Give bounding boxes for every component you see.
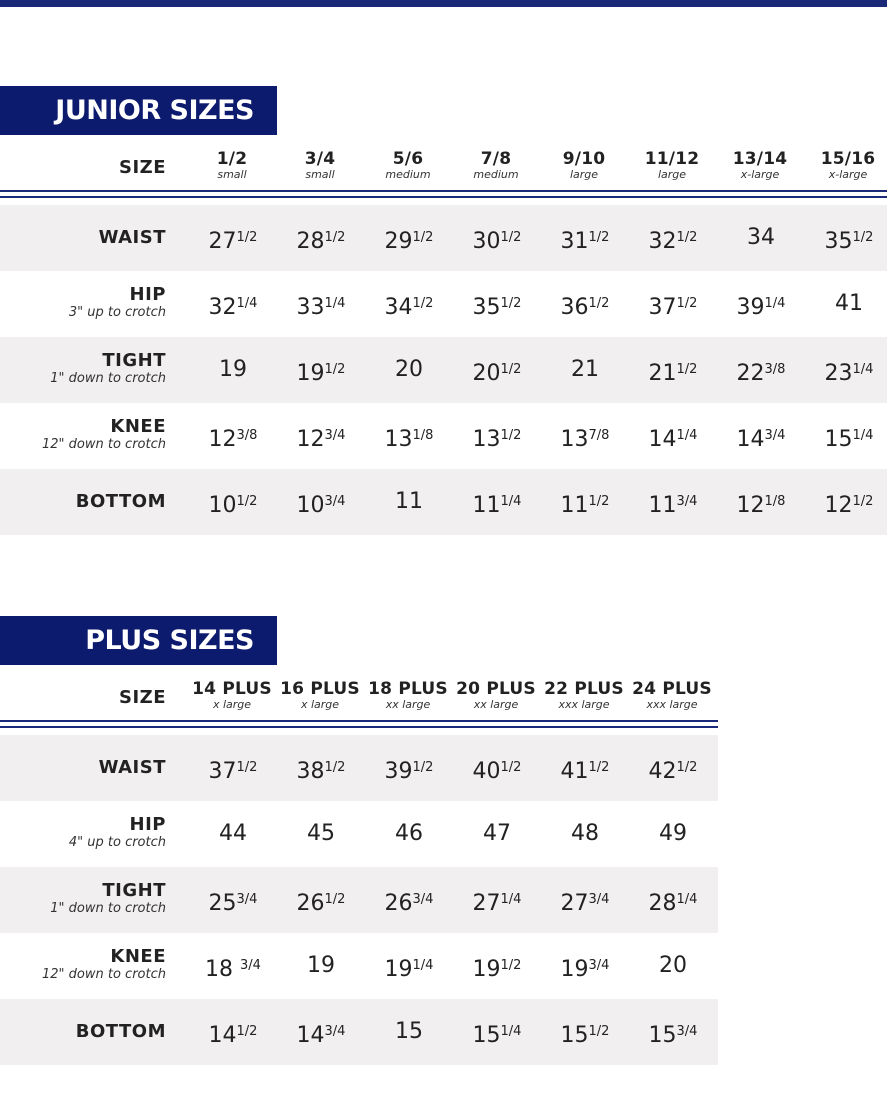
row-name: BOTTOM	[75, 491, 166, 512]
measurement-row-knee	[0, 403, 887, 469]
row-name: KNEE	[110, 946, 166, 967]
value-whole: 11	[472, 493, 501, 518]
value-whole: 25	[208, 891, 237, 916]
value-whole: 49	[659, 821, 687, 846]
measurement-value	[189, 403, 277, 469]
row-note: 4" up to crotch	[68, 835, 166, 850]
size-code: 20 PLUS	[456, 679, 536, 699]
measurement-value	[541, 271, 629, 337]
value-whole: 20	[395, 357, 423, 382]
measurement-value	[453, 735, 541, 801]
measurement-value	[541, 735, 629, 801]
measurement-value	[189, 867, 277, 933]
row-name: WAIST	[98, 227, 166, 248]
value-whole: 29	[384, 229, 413, 254]
value-fraction: 1/4	[500, 494, 522, 509]
measurement-value	[717, 205, 805, 271]
measurement-value	[277, 271, 365, 337]
measurement-value	[277, 205, 365, 271]
value-whole: 21	[648, 361, 677, 386]
size-header-label: SIZE	[118, 157, 166, 178]
value-fraction: 7/8	[588, 428, 610, 443]
row-name: BOTTOM	[75, 1021, 166, 1042]
value-fraction: 1/4	[676, 428, 698, 443]
row-name: HIP	[129, 814, 166, 835]
value-whole: 19	[384, 957, 413, 982]
measurement-value	[365, 867, 453, 933]
plus-sizes-title: PLUS SIZES	[0, 616, 277, 665]
measurement-value	[277, 867, 365, 933]
measurement-row-knee	[0, 933, 718, 999]
size-code: 24 PLUS	[632, 679, 712, 699]
size-column-header	[452, 150, 540, 181]
size-code: 15/16	[820, 149, 876, 169]
size-description: x-large	[740, 168, 780, 181]
value-fraction: 1/2	[500, 958, 522, 973]
value-whole: 37	[648, 295, 677, 320]
value-whole: 33	[296, 295, 325, 320]
size-column-header	[716, 150, 804, 181]
value-fraction: 1/4	[412, 958, 434, 973]
value-fraction: 1/2	[236, 494, 258, 509]
size-code: 1/2	[216, 149, 248, 169]
junior-sizes-title: JUNIOR SIZES	[0, 86, 277, 135]
measurement-value	[805, 469, 887, 535]
measurement-value	[365, 735, 453, 801]
value-whole: 27	[472, 891, 501, 916]
value-fraction: 1/2	[676, 230, 698, 245]
size-column-header	[804, 150, 887, 181]
value-whole: 31	[560, 229, 589, 254]
value-whole: 30	[472, 229, 501, 254]
row-label	[0, 403, 166, 469]
measurement-value	[277, 469, 365, 535]
value-fraction: 1/2	[500, 760, 522, 775]
value-fraction: 1/2	[324, 892, 346, 907]
measurement-value	[629, 933, 717, 999]
value-whole: 32	[648, 229, 677, 254]
measurement-value	[189, 205, 277, 271]
measurement-value	[365, 403, 453, 469]
value-fraction: 3/4	[240, 958, 261, 973]
value-whole: 15	[560, 1023, 589, 1048]
measurement-row-bottom	[0, 469, 887, 535]
measurement-value	[189, 337, 277, 403]
size-description: xx large	[473, 698, 519, 711]
size-description: x large	[300, 698, 340, 711]
value-whole: 19	[307, 953, 335, 978]
value-whole: 35	[472, 295, 501, 320]
value-fraction: 1/4	[764, 296, 786, 311]
value-whole: 26	[296, 891, 325, 916]
size-description: xxx large	[646, 698, 698, 711]
value-fraction: 1/4	[676, 892, 698, 907]
measurement-value	[541, 801, 629, 867]
value-whole: 14	[736, 427, 765, 452]
header-divider	[0, 190, 887, 198]
value-whole: 11	[395, 489, 423, 514]
measurement-row-waist	[0, 735, 718, 801]
measurement-row-bottom	[0, 999, 718, 1065]
row-name: KNEE	[110, 416, 166, 437]
size-code: 14 PLUS	[192, 679, 272, 699]
value-whole: 41	[835, 291, 863, 316]
size-column-header	[276, 680, 364, 711]
row-label	[0, 867, 166, 933]
value-whole: 36	[560, 295, 589, 320]
row-note: 1" down to crotch	[50, 901, 166, 916]
measurement-value	[365, 999, 453, 1065]
value-fraction: 3/4	[764, 428, 786, 443]
row-label	[0, 337, 166, 403]
measurement-row-hip	[0, 801, 718, 867]
value-whole: 42	[648, 759, 677, 784]
value-whole: 34	[384, 295, 413, 320]
row-label	[0, 999, 166, 1065]
value-whole: 23	[824, 361, 853, 386]
value-fraction: 3/4	[676, 494, 698, 509]
row-note: 12" down to crotch	[42, 967, 166, 982]
measurement-value	[277, 933, 365, 999]
value-whole: 35	[824, 229, 853, 254]
measurement-value	[805, 403, 887, 469]
value-whole: 27	[560, 891, 589, 916]
measurement-value	[541, 337, 629, 403]
measurement-value	[189, 735, 277, 801]
row-label	[0, 271, 166, 337]
measurement-value	[365, 933, 453, 999]
size-column-header	[188, 150, 276, 181]
size-description: large	[569, 168, 599, 181]
measurement-row-hip	[0, 271, 887, 337]
value-fraction: 1/2	[588, 494, 610, 509]
value-whole: 15	[472, 1023, 501, 1048]
measurement-value	[189, 469, 277, 535]
value-fraction: 1/2	[324, 362, 346, 377]
value-fraction: 1/2	[852, 494, 874, 509]
value-whole: 32	[208, 295, 237, 320]
size-column-header	[364, 150, 452, 181]
value-whole: 19	[296, 361, 325, 386]
value-whole: 20	[472, 361, 501, 386]
measurement-row-tight	[0, 337, 887, 403]
value-fraction: 3/8	[764, 362, 786, 377]
size-description: small	[217, 168, 247, 181]
value-fraction: 3/4	[588, 958, 610, 973]
measurement-value	[717, 337, 805, 403]
row-name: HIP	[129, 284, 166, 305]
value-fraction: 1/2	[676, 296, 698, 311]
value-fraction: 1/4	[236, 296, 258, 311]
value-whole: 15	[648, 1023, 677, 1048]
value-fraction: 1/2	[500, 230, 522, 245]
size-description: x-large	[828, 168, 868, 181]
value-whole: 14	[208, 1023, 237, 1048]
value-fraction: 1/2	[236, 230, 258, 245]
measurement-value	[189, 999, 277, 1065]
value-whole: 28	[296, 229, 325, 254]
value-whole: 12	[296, 427, 325, 452]
row-label	[0, 801, 166, 867]
measurement-value	[453, 337, 541, 403]
value-whole: 13	[384, 427, 413, 452]
value-whole: 44	[219, 821, 247, 846]
value-fraction: 3/4	[324, 428, 346, 443]
value-whole: 47	[483, 821, 511, 846]
value-fraction: 1/8	[412, 428, 434, 443]
measurement-value	[453, 933, 541, 999]
value-fraction: 1/2	[236, 1024, 258, 1039]
measurement-value	[453, 867, 541, 933]
measurement-value	[277, 403, 365, 469]
row-name: WAIST	[98, 757, 166, 778]
row-label	[0, 205, 166, 271]
measurement-value	[453, 801, 541, 867]
size-code: 3/4	[304, 149, 336, 169]
measurement-value	[365, 337, 453, 403]
value-whole: 15	[824, 427, 853, 452]
size-description: xxx large	[558, 698, 610, 711]
size-description: small	[305, 168, 335, 181]
value-fraction: 1/2	[676, 362, 698, 377]
value-whole: 13	[472, 427, 501, 452]
size-code: 7/8	[480, 149, 512, 169]
value-whole: 26	[384, 891, 413, 916]
value-whole: 22	[736, 361, 765, 386]
measurement-value	[629, 271, 717, 337]
measurement-value	[629, 337, 717, 403]
value-fraction: 1/4	[852, 428, 874, 443]
measurement-value	[453, 999, 541, 1065]
measurement-value	[541, 999, 629, 1065]
measurement-value	[629, 403, 717, 469]
size-code: 22 PLUS	[544, 679, 624, 699]
row-note: 1" down to crotch	[50, 371, 166, 386]
value-fraction: 1/2	[412, 296, 434, 311]
value-fraction: 1/2	[500, 428, 522, 443]
value-whole: 11	[560, 493, 589, 518]
measurement-value	[805, 205, 887, 271]
measurement-row-tight	[0, 867, 718, 933]
value-whole: 48	[571, 821, 599, 846]
value-fraction: 3/4	[236, 892, 258, 907]
row-note: 3" up to crotch	[68, 305, 166, 320]
measurement-row-waist	[0, 205, 887, 271]
measurement-value	[541, 867, 629, 933]
measurement-value	[629, 801, 717, 867]
value-whole: 20	[659, 953, 687, 978]
size-column-header	[540, 150, 628, 181]
measurement-value	[277, 735, 365, 801]
value-fraction: 3/4	[324, 494, 346, 509]
value-whole: 19	[472, 957, 501, 982]
value-whole: 15	[395, 1019, 423, 1044]
measurement-value	[629, 999, 717, 1065]
value-whole: 19	[560, 957, 589, 982]
size-column-header	[364, 680, 452, 711]
value-whole: 38	[296, 759, 325, 784]
measurement-value	[277, 337, 365, 403]
value-whole: 11	[648, 493, 677, 518]
measurement-value	[453, 403, 541, 469]
value-whole: 10	[296, 493, 325, 518]
value-whole: 12	[208, 427, 237, 452]
value-whole: 27	[208, 229, 237, 254]
value-fraction: 1/4	[324, 296, 346, 311]
measurement-value	[365, 271, 453, 337]
value-fraction: 3/4	[412, 892, 434, 907]
measurement-value	[189, 933, 277, 999]
value-whole: 10	[208, 493, 237, 518]
size-column-header	[276, 150, 364, 181]
value-fraction: 1/2	[236, 760, 258, 775]
top-border	[0, 0, 887, 7]
measurement-value	[717, 403, 805, 469]
value-whole: 46	[395, 821, 423, 846]
row-label	[0, 933, 166, 999]
size-description: medium	[385, 168, 431, 181]
measurement-value	[453, 205, 541, 271]
row-name: TIGHT	[102, 350, 166, 371]
value-fraction: 1/2	[324, 760, 346, 775]
value-whole: 39	[384, 759, 413, 784]
value-whole: 18	[205, 957, 241, 982]
value-whole: 12	[736, 493, 765, 518]
measurement-value	[541, 205, 629, 271]
value-fraction: 1/2	[412, 230, 434, 245]
value-fraction: 1/4	[852, 362, 874, 377]
value-fraction: 1/4	[500, 1024, 522, 1039]
value-fraction: 3/4	[676, 1024, 698, 1039]
size-description: x large	[212, 698, 252, 711]
value-fraction: 1/2	[500, 362, 522, 377]
measurement-value	[365, 205, 453, 271]
value-fraction: 3/4	[588, 892, 610, 907]
measurement-value	[805, 337, 887, 403]
header-divider	[0, 720, 718, 728]
size-header-label: SIZE	[118, 687, 166, 708]
value-fraction: 1/2	[676, 760, 698, 775]
size-column-header	[628, 680, 716, 711]
size-column-header	[540, 680, 628, 711]
value-fraction: 1/2	[588, 760, 610, 775]
value-whole: 45	[307, 821, 335, 846]
measurement-value	[629, 205, 717, 271]
value-fraction: 1/8	[764, 494, 786, 509]
value-fraction: 1/4	[500, 892, 522, 907]
measurement-value	[189, 271, 277, 337]
value-whole: 41	[560, 759, 589, 784]
value-whole: 14	[296, 1023, 325, 1048]
size-code: 5/6	[392, 149, 424, 169]
measurement-value	[277, 999, 365, 1065]
measurement-value	[365, 801, 453, 867]
measurement-value	[541, 469, 629, 535]
size-description: large	[657, 168, 687, 181]
measurement-value	[541, 933, 629, 999]
measurement-value	[541, 403, 629, 469]
value-fraction: 1/2	[852, 230, 874, 245]
measurement-value	[629, 469, 717, 535]
size-description: medium	[473, 168, 519, 181]
size-code: 13/14	[732, 149, 788, 169]
value-whole: 14	[648, 427, 677, 452]
value-fraction: 3/8	[236, 428, 258, 443]
measurement-value	[717, 469, 805, 535]
measurement-value	[805, 271, 887, 337]
size-column-header	[628, 150, 716, 181]
row-label	[0, 735, 166, 801]
measurement-value	[629, 867, 717, 933]
size-column-header	[188, 680, 276, 711]
measurement-value	[453, 469, 541, 535]
measurement-value	[189, 801, 277, 867]
measurement-value	[365, 469, 453, 535]
row-note: 12" down to crotch	[42, 437, 166, 452]
value-whole: 39	[736, 295, 765, 320]
size-code: 11/12	[644, 149, 700, 169]
measurement-value	[453, 271, 541, 337]
value-fraction: 1/2	[588, 230, 610, 245]
value-whole: 12	[824, 493, 853, 518]
size-description: xx large	[385, 698, 431, 711]
value-fraction: 1/2	[588, 1024, 610, 1039]
value-fraction: 1/2	[500, 296, 522, 311]
value-whole: 13	[560, 427, 589, 452]
value-fraction: 1/2	[324, 230, 346, 245]
measurement-value	[277, 801, 365, 867]
value-whole: 28	[648, 891, 677, 916]
value-whole: 19	[219, 357, 247, 382]
value-fraction: 1/2	[412, 760, 434, 775]
value-fraction: 3/4	[324, 1024, 346, 1039]
row-name: TIGHT	[102, 880, 166, 901]
value-whole: 21	[571, 357, 599, 382]
value-whole: 34	[747, 225, 775, 250]
size-code: 9/10	[562, 149, 606, 169]
size-column-header	[452, 680, 540, 711]
measurement-value	[629, 735, 717, 801]
value-whole: 37	[208, 759, 237, 784]
size-code: 18 PLUS	[368, 679, 448, 699]
value-whole: 40	[472, 759, 501, 784]
measurement-value	[717, 271, 805, 337]
value-fraction: 1/2	[588, 296, 610, 311]
size-code: 16 PLUS	[280, 679, 360, 699]
row-label	[0, 469, 166, 535]
